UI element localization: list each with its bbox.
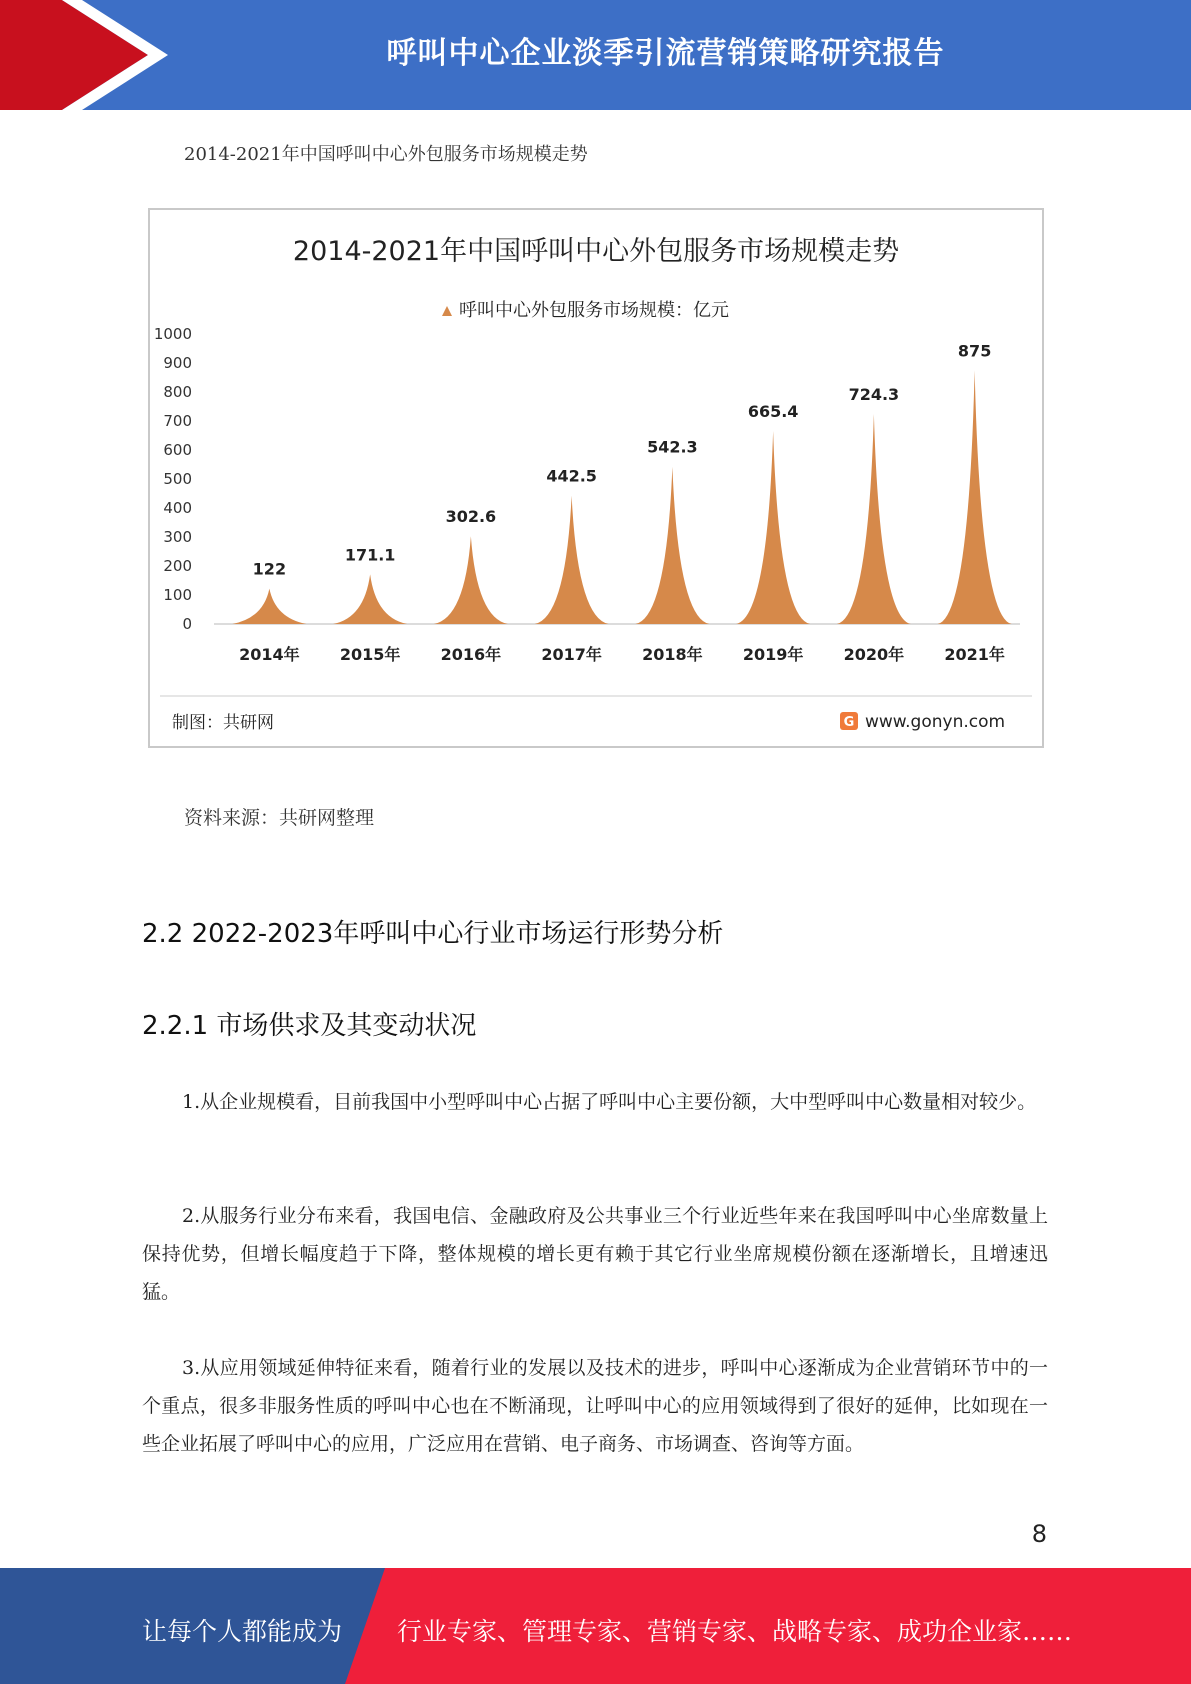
y-tick-label: 100 bbox=[163, 586, 192, 604]
data-label: 724.3 bbox=[848, 384, 900, 404]
x-tick-label: 2016年 bbox=[440, 645, 502, 664]
x-tick-label: 2020年 bbox=[843, 645, 905, 664]
peak-mark bbox=[837, 414, 911, 624]
paragraph-3: 3.从应用领域延伸特征来看，随着行业的发展以及技术的进步，呼叫中心逐渐成为企业营销环节中的一个重点，很多非服务性质的呼叫中心也在不断涌现，让呼叫中心的应用领域得到了很好的延伸，比如现在一些企业拓展了呼叫中心的应用，广泛应用在营销、电子商务、市场调查、咨询等方面。 bbox=[142, 1357, 1048, 1455]
y-tick-label: 500 bbox=[163, 470, 192, 488]
x-tick-label: 2017年 bbox=[541, 645, 602, 664]
peak-mark bbox=[635, 467, 709, 624]
legend-marker bbox=[442, 306, 452, 316]
section-heading: 2.2 2022-2023年呼叫中心行业市场运行形势分析 bbox=[142, 919, 724, 949]
legend-label: 呼叫中心外包服务市场规模：亿元 bbox=[459, 300, 729, 321]
x-tick-label: 2014年 bbox=[239, 645, 300, 664]
y-tick-label: 1000 bbox=[153, 325, 192, 343]
peak-mark bbox=[535, 496, 609, 624]
svg-text:G: G bbox=[843, 715, 855, 730]
source-note: 资料来源：共研网整理 bbox=[184, 807, 375, 829]
paragraph-1: 1.从企业规模看，目前我国中小型呼叫中心占据了呼叫中心主要份额，大中型呼叫中心数量相对较少。 bbox=[182, 1091, 1037, 1113]
footer-slogan-left: 让每个人都能成为 bbox=[142, 1617, 343, 1646]
data-label: 542.3 bbox=[647, 437, 698, 457]
figure-caption: 2014-2021年中国呼叫中心外包服务市场规模走势 bbox=[184, 144, 588, 165]
y-tick-label: 600 bbox=[163, 441, 192, 459]
y-tick-label: 900 bbox=[163, 354, 192, 372]
x-tick-label: 2019年 bbox=[742, 645, 804, 664]
chart-credit: 制图：共研网 bbox=[172, 713, 274, 733]
peak-mark bbox=[938, 370, 1012, 624]
page-number: 8 bbox=[1031, 1520, 1047, 1548]
y-tick-label: 0 bbox=[182, 615, 192, 633]
x-tick-label: 2015年 bbox=[339, 645, 401, 664]
paragraph-2: 2.从服务行业分布来看，我国电信、金融政府及公共事业三个行业近些年来在我国呼叫中心坐席数量上保持优势，但增长幅度趋于下降，整体规模的增长更有赖于其它行业坐席规模份额在逐渐增长，且增速迅猛。 bbox=[142, 1205, 1048, 1303]
data-label: 302.6 bbox=[445, 507, 497, 527]
data-label: 442.5 bbox=[546, 466, 597, 486]
x-tick-label: 2021年 bbox=[944, 645, 1005, 664]
peak-mark bbox=[232, 589, 306, 624]
y-tick-label: 800 bbox=[163, 383, 192, 401]
page-header bbox=[0, 0, 1191, 110]
peak-mark bbox=[736, 431, 810, 624]
chart-marks bbox=[232, 341, 1011, 664]
page-footer bbox=[0, 1568, 1191, 1684]
peak-mark bbox=[434, 536, 508, 624]
chart-legend bbox=[442, 300, 729, 321]
gonyn-logo-icon bbox=[840, 712, 858, 730]
data-label: 171.1 bbox=[344, 545, 396, 565]
chart-figure bbox=[148, 208, 1044, 748]
y-tick-label: 300 bbox=[163, 528, 192, 546]
data-label: 665.4 bbox=[747, 402, 799, 422]
report-title: 呼叫中心企业淡季引流营销策略研究报告 bbox=[386, 36, 945, 71]
market-size-chart bbox=[150, 210, 1042, 746]
x-tick-label: 2018年 bbox=[642, 645, 703, 664]
y-axis bbox=[154, 325, 192, 633]
y-tick-label: 200 bbox=[163, 557, 192, 575]
y-tick-label: 400 bbox=[163, 499, 192, 517]
y-tick-label: 700 bbox=[163, 412, 192, 430]
chart-website: www.gonyn.com bbox=[865, 712, 1006, 732]
data-label: 122 bbox=[252, 559, 287, 579]
subsection-heading: 2.2.1 市场供求及其变动状况 bbox=[142, 1011, 477, 1041]
data-label: 875 bbox=[957, 341, 992, 361]
chart-title: 2014-2021年中国呼叫中心外包服务市场规模走势 bbox=[292, 236, 900, 267]
footer-slogan-right: 行业专家、管理专家、营销专家、战略专家、成功企业家…… bbox=[397, 1617, 1073, 1646]
peak-mark bbox=[333, 574, 407, 624]
